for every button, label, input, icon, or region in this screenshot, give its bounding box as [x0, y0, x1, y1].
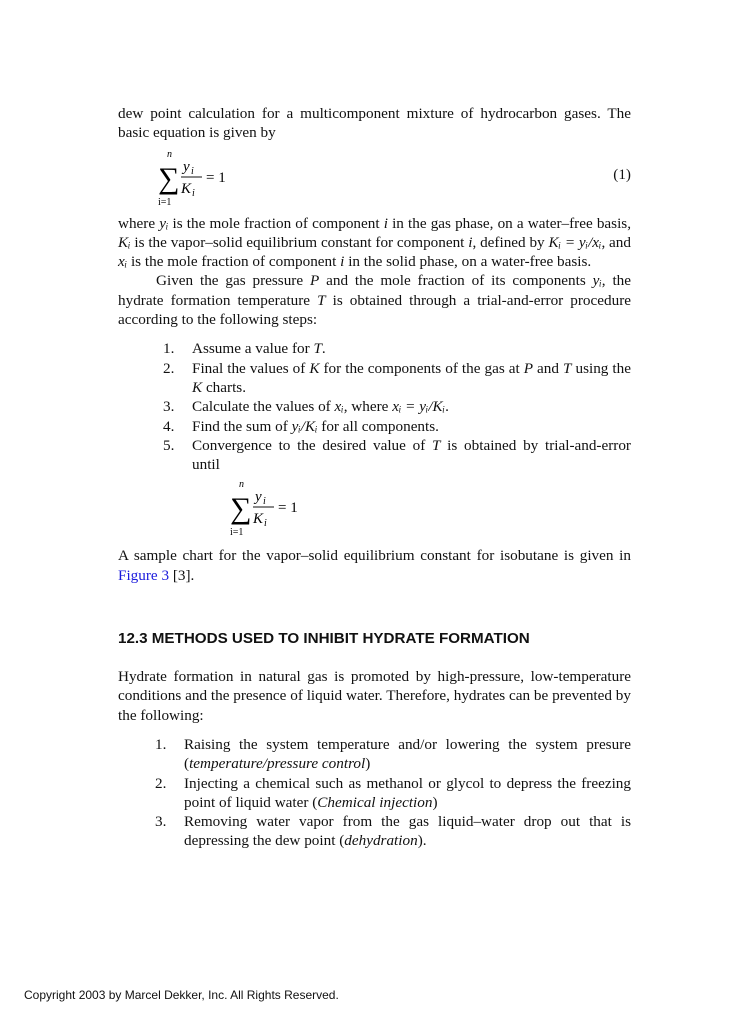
- methods-list: [118, 735, 631, 851]
- list-item: 2. Final the values of K for the components of the gas at P and T using the K charts.: [163, 359, 631, 396]
- page-body: [118, 104, 631, 851]
- upper-limit: n: [239, 479, 244, 491]
- paragraph-sample: A sample chart for the vapor–solid equilibrium constant for isobutane is given in Figure 3 [3].: [118, 547, 631, 584]
- summation-formula-2: [230, 476, 340, 538]
- section-heading: 12.3 METHODS USED TO INHIBIT HYDRATE FORMATION: [118, 630, 530, 648]
- denominator-sub: i: [192, 187, 195, 199]
- paragraph-intro: dew point calculation for a multicomponent mixture of hydrocarbon gases. The basic equation is given by: [118, 105, 631, 142]
- equation-number: (1): [613, 165, 631, 183]
- list-item: 3. Calculate the values of xᵢ, where xᵢ = yᵢ/Kᵢ.: [163, 398, 449, 416]
- lower-limit: i=1: [230, 527, 244, 539]
- list-item: 4. Find the sum of yᵢ/Kᵢ for all components.: [163, 417, 439, 435]
- numerator: y: [255, 489, 262, 506]
- list-item: 1. Assume a value for T.: [163, 340, 326, 358]
- paragraph-hydrate: Hydrate formation in natural gas is promoted by high-pressure, low-temperature conditions and the presence of liquid water. Therefore, hydrates can be prevented by the following:: [118, 668, 631, 724]
- equation-1: [118, 146, 631, 208]
- sigma-symbol: ∑: [230, 492, 252, 526]
- equation-rhs: = 1: [206, 169, 226, 186]
- steps-list: [118, 339, 631, 474]
- denominator-sub: i: [264, 518, 267, 530]
- list-item: 3. Removing water vapor from the gas liquid–water drop out that is depressing the dew point (dehydration).: [155, 813, 631, 850]
- equation-convergence: [118, 476, 631, 538]
- denominator: K: [181, 180, 192, 197]
- numerator: y: [183, 158, 190, 175]
- figure-link[interactable]: Figure 3: [118, 566, 170, 584]
- list-item: 1. Raising the system temperature and/or lowering the system presure (temperature/pressure control): [155, 735, 631, 773]
- copyright-notice: Copyright 2003 by Marcel Dekker, Inc. All Rights Reserved.: [24, 988, 339, 1002]
- paragraph-where: where yᵢ is the mole fraction of component i in the gas phase, on a water–free basis, Kᵢ is the vapor–solid equilibrium constant for component i, defined by Kᵢ = yᵢ/xᵢ, and xᵢ is the mole fraction of component i in the solid phase, on a water-free basis.: [118, 214, 631, 271]
- denominator: K: [253, 511, 264, 528]
- sigma-symbol: ∑: [158, 161, 180, 195]
- paragraph-given: Given the gas pressure P and the mole fraction of its components yᵢ, the hydrate formation temperature T is obtained through a trial-and-error procedure according to the following steps:: [118, 272, 631, 329]
- lower-limit: i=1: [158, 196, 172, 208]
- equation-rhs: = 1: [278, 500, 298, 517]
- list-item: 5. Convergence to the desired value of T is obtained by trial-and-error until: [163, 436, 631, 474]
- upper-limit: n: [167, 148, 172, 160]
- summation-formula: [158, 146, 268, 208]
- numerator-sub: i: [191, 165, 194, 177]
- list-item: 2. Injecting a chemical such as methanol or glycol to depress the freezing point of liquid water (Chemical injection): [155, 774, 631, 811]
- numerator-sub: i: [263, 496, 266, 508]
